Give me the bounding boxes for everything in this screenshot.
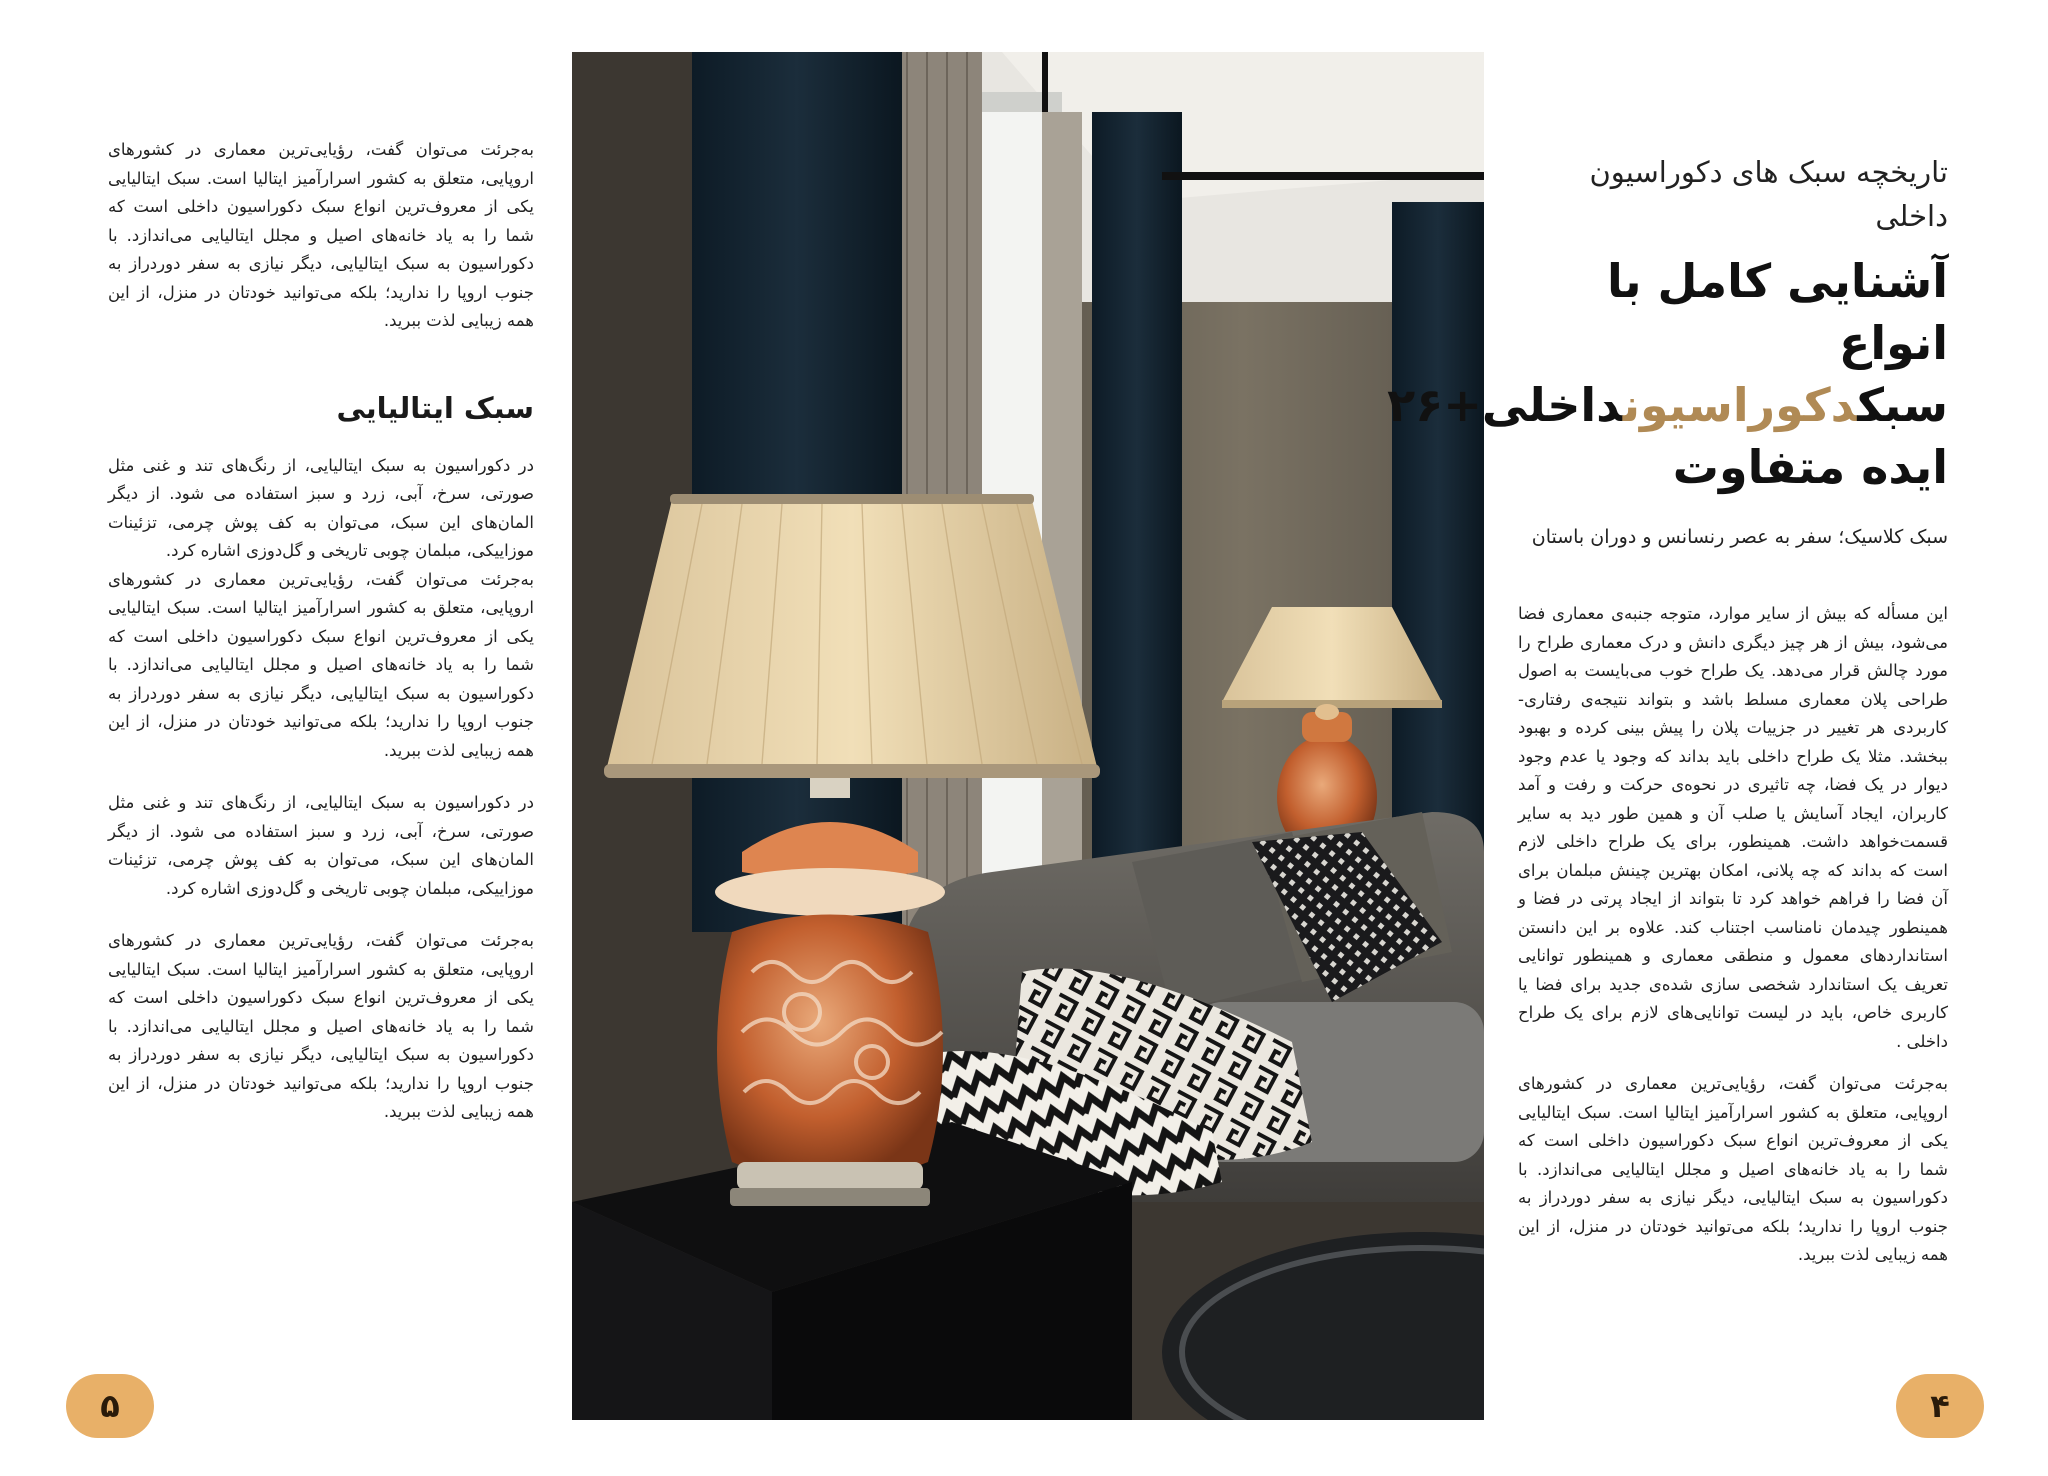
article-subhead: سبک کلاسیک؛ سفر به عصر رنسانس و دوران باستان [1531, 526, 1948, 548]
right-page-text-column [1387, 150, 1948, 1270]
section-heading-italian-style: سبک ایتالیایی [336, 390, 534, 425]
article-title-part1: آشنایی کامل با انواع سبک [1606, 254, 1948, 432]
article-kicker: تاریخچه سبک های دکوراسیون داخلی [1589, 155, 1948, 233]
right-paragraph-architecture: این مسأله که بیش از سایر موارد، متوجه جنبه‌ی معماری فضا می‌شود، بیش از هر چیز دیگری دانش و درک معماری طراح را مورد چالش قرار می‌دهد. یک طراح خوب می‌بایست به اصول طراحی پلان معماری مسلط باشد و بتواند نتیجه‌ی رفتاری-کاربردی هر تغییر در جزییات پلان را پیش بینی کرده و بهبود ببخشد. مثلا یک طراح داخلی باید بداند که وجود یا عدم وجود دیوار در یک فضا، چه تاثیری در نحوه‌ی حرکت و رفت و آمد کاربران، ایجاد آسایش یا صلب آن و همین طور دید به سایر قسمت‌خواهد داشت. همینطور، برای یک طراح داخلی لازم است که بداند که چه پلانی، امکان بهترین چینش مبلمان برای آن فضا را فراهم خواهد کرد تا بتواند از ایجاد پرتی در فضا و همینطور چیدمان نامناسب اجتناب کند. علاوه بر این دانستن استانداردهای معمول و منطقی معماری و همینطور توانایی تعریف یک استاندارد شخصی سازی شده‌ی جدید برای فضا یا کاربری خاص، باید در لیست توانایی‌های لازم برای یک طراح داخلی . [1518, 604, 1948, 1051]
left-page-text-column [108, 136, 534, 1127]
left-paragraph-colors-2: در دکوراسیون به سبک ایتالیایی، از رنگ‌های تند و غنی مثل صورتی، سرخ، آبی، زرد و سبز استفاده می شود. از دیگر المان‌های این سبک، می‌توان به کف پوش چرمی، تزئینات موزاییکی، مبلمان چوبی تاریخی و گل‌دوزی اشاره کرد. [108, 793, 534, 898]
left-paragraph-colors: در دکوراسیون به سبک ایتالیایی، از رنگ‌های تند و غنی مثل صورتی، سرخ، آبی، زرد و سبز استفاده می شود. از دیگر المان‌های این سبک، می‌توان به کف پوش چرمی، تزئینات موزاییکی، مبلمان چوبی تاریخی و گل‌دوزی اشاره کرد. [108, 455, 534, 560]
page-number-right: ۴ [1896, 1374, 1984, 1438]
article-title-part2: داخلی+۲۶ ایده متفاوت [1387, 378, 1948, 494]
article-title-accent: دکوراسیون [1622, 378, 1858, 432]
right-paragraph-italy: به‌جرئت می‌توان گفت، رؤیایی‌ترین معماری در کشورهای اروپایی، متعلق به کشور اسرارآمیز ایتالیا است. سبک ایتالیایی یکی از معروف‌ترین انواع سبک دکوراسیون داخلی است که شما را به یاد خانه‌های اصیل و مجلل ایتالیایی می‌اندازد. با دکوراسیون به سبک ایتالیایی، دیگر نیازی به سفر دوردراز به جنوب اروپا را ندارید؛ بلکه می‌توانید خودتان در منزل، از این همه زیبایی لذت ببرید. [1518, 1074, 1948, 1264]
left-paragraph-italy-2: به‌جرئت می‌توان گفت، رؤیایی‌ترین معماری در کشورهای اروپایی، متعلق به کشور اسرارآمیز ایتالیا است. سبک ایتالیایی یکی از معروف‌ترین انواع سبک دکوراسیون داخلی است که شما را به یاد خانه‌های اصیل و مجلل ایتالیایی می‌اندازد. با دکوراسیون به سبک ایتالیایی، دیگر نیازی به سفر دوردراز به جنوب اروپا را ندارید؛ بلکه می‌توانید خودتان در منزل، از این همه زیبایی لذت ببرید. [108, 931, 534, 1121]
page-number-left: ۵ [66, 1374, 154, 1438]
interior-photo [572, 52, 1484, 1420]
left-paragraph-italy-1: به‌جرئت می‌توان گفت، رؤیایی‌ترین معماری در کشورهای اروپایی، متعلق به کشور اسرارآمیز ایتالیا است. سبک ایتالیایی یکی از معروف‌ترین انواع سبک دکوراسیون داخلی است که شما را به یاد خانه‌های اصیل و مجلل ایتالیایی می‌اندازد. با دکوراسیون به سبک ایتالیایی، دیگر نیازی به سفر دوردراز به جنوب اروپا را ندارید؛ بلکه می‌توانید خودتان در منزل، از این همه زیبایی لذت ببرید. [108, 569, 534, 760]
left-paragraph-intro: به‌جرئت می‌توان گفت، رؤیایی‌ترین معماری در کشورهای اروپایی، متعلق به کشور اسرارآمیز ایتالیا است. سبک ایتالیایی یکی از معروف‌ترین انواع سبک دکوراسیون داخلی است که شما را به یاد خانه‌های اصیل و مجلل ایتالیایی می‌اندازد. با دکوراسیون به سبک ایتالیایی، دیگر نیازی به سفر دوردراز به جنوب اروپا را ندارید؛ بلکه می‌توانید خودتان در منزل، از این همه زیبایی لذت ببرید. [108, 140, 534, 330]
article-title [1387, 250, 1948, 498]
